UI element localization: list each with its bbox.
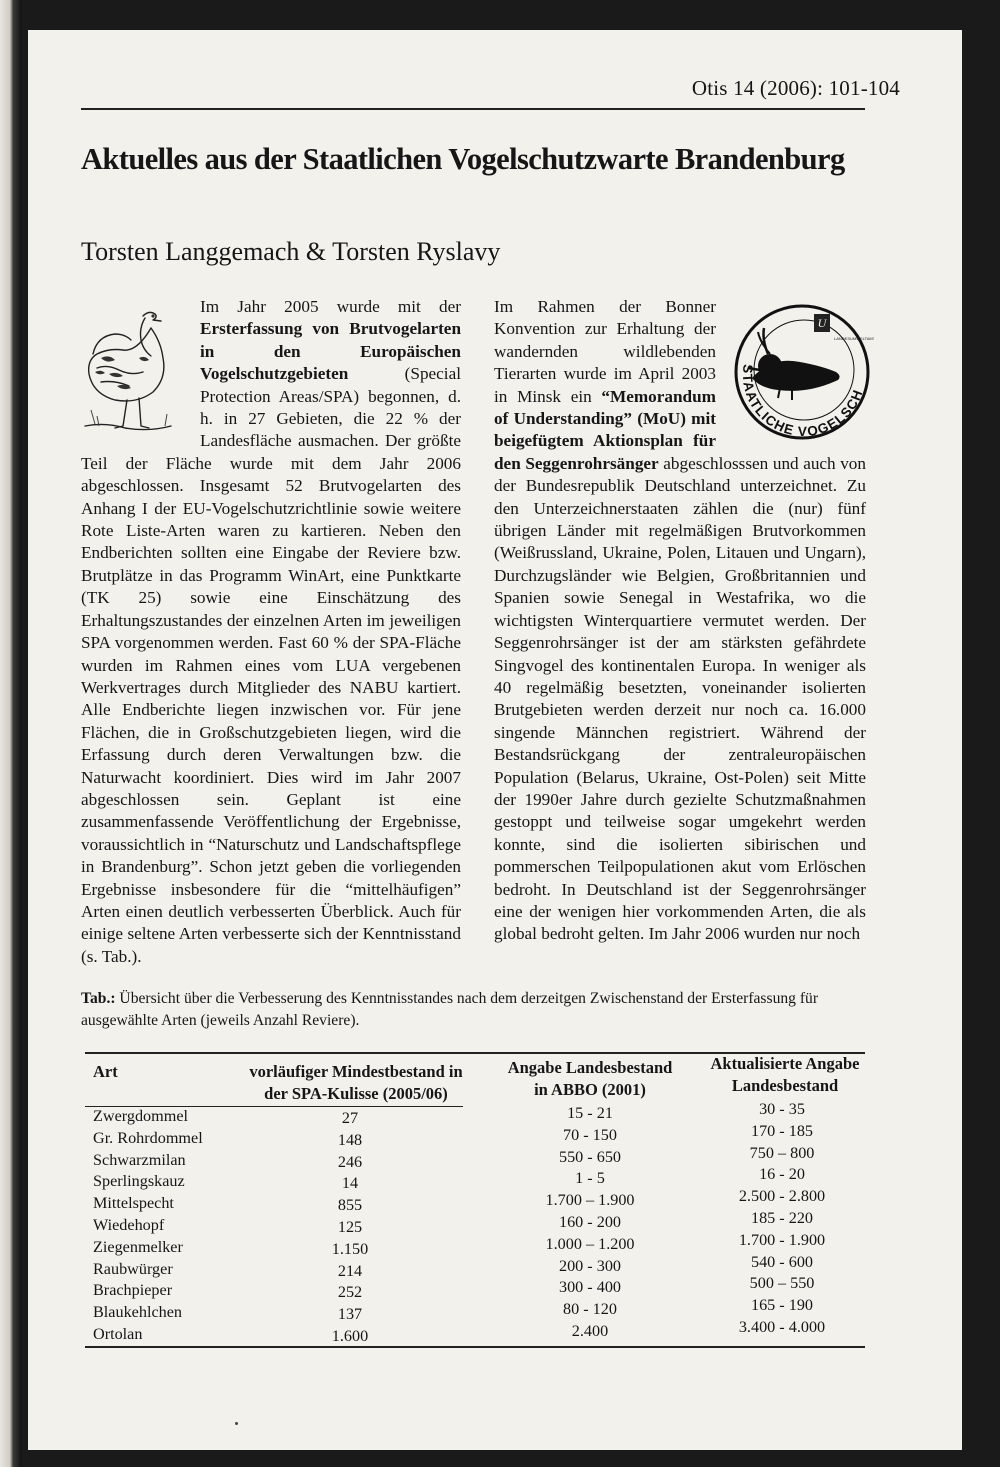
table-cell-abbo: 300 - 400 <box>558 1278 622 1297</box>
table-cell-abbo: 550 - 650 <box>558 1147 622 1166</box>
col-header-art: Art <box>93 1062 118 1081</box>
table-cell-akt: 750 – 800 <box>749 1143 815 1162</box>
table-cell-min: 855 <box>337 1196 363 1215</box>
table-cell-art: Blaukehlchen <box>93 1303 182 1322</box>
table-cell-abbo: 1.000 – 1.200 <box>545 1234 635 1253</box>
col-header-abbo-line1: Angabe Landesbestand <box>507 1058 673 1077</box>
table-cell-akt: 3.400 - 4.000 <box>738 1318 826 1336</box>
table-cell-min: 1.600 <box>331 1327 369 1345</box>
page-speck <box>235 1422 238 1425</box>
col-header-akt-line1: Aktualisierte Angabe <box>710 1054 860 1073</box>
table-cell-art: Mittelspecht <box>93 1194 174 1213</box>
great-bustard-illustration <box>81 298 186 434</box>
table-cell-akt: 500 – 550 <box>749 1274 815 1293</box>
left-column <box>81 296 461 968</box>
table-cell-art: Gr. Rohrdommel <box>93 1128 203 1147</box>
table-cell-art: Raubwürger <box>93 1259 173 1278</box>
vogelschutzwarte-logo <box>722 294 874 452</box>
table-cell-min: 27 <box>341 1109 359 1127</box>
running-head: Otis 14 (2006): 101-104 <box>691 76 900 100</box>
table-cell-min: 252 <box>337 1283 363 1302</box>
logo-ring-text: STAATLICHE VOGELSCH <box>739 363 866 440</box>
table-cell-abbo: 80 - 120 <box>563 1300 617 1319</box>
svg-text:U: U <box>817 316 827 330</box>
col-header-akt-line2: Landesbestand <box>731 1076 839 1095</box>
right-text-intro: Im Rahmen der Bonner Konvention zur Erhaltung der wandernden wildlebenden Tierarten wurde im April 2003 in Minsk ein <box>494 297 716 406</box>
table-cell-abbo: 1 - 5 <box>575 1169 605 1188</box>
table-cell-akt: 170 - 185 <box>750 1121 814 1140</box>
table-cell-abbo: 70 - 150 <box>563 1125 617 1144</box>
right-text-body: abgeschlosssen und auch von der Bundesrepublik Deutschland unterzeichnet. Zu den Unterzeichnerstaaten zählen die (nur) fünf übrigen Länder mit regelmäßigen Brutvorkommen (Weißrussland, Ukraine, Polen, Litauen und Ungarn), Durchzugsländer wie Belgien, Großbritannien und Spanien sowie Senegal in Westafrika, wo die wichtigsten Winterquartiere vermutet werden. Der Seggenrohrsänger ist der am stärksten gefährdete Singvogel des kontinentalen Europa. In weniger als 40 regelmäßig besetzten, voneinander isolierten Brutgebieten werden derzeit nur noch ca. 16.000 singende Männchen registriert. Während der Bestandsrückgang der zentraleuropäischen Population (Belarus, Ukraine, Ost-Polen) seit Mitte der 1990er Jahre durch gezielte Schutzmaßnahmen gestoppt und teilweise sogar umgekehrt werden konnte, sind die isolierten sibirischen und pommerschen Teilpopulationen akut vom Erlöschen bedroht. In Deutschland ist der Seggenrohrsänger eine der wenigen hier vorkommenden Arten, die als global bedroht gelten. Im Jahr 2006 wurden nur noch <box>494 453 866 944</box>
table-cell-abbo: 1.700 – 1.900 <box>545 1191 635 1210</box>
table-cell-akt: 540 - 600 <box>750 1252 814 1271</box>
right-column <box>494 296 874 946</box>
table-cell-art: Ziegenmelker <box>93 1237 183 1256</box>
table-cell-akt: 2.500 - 2.800 <box>738 1187 826 1206</box>
col-header-min-line2: der SPA-Kulisse (2005/06) <box>264 1084 448 1103</box>
article-authors: Torsten Langgemach & Torsten Ryslavy <box>81 237 501 266</box>
logo-badge-text: LANDESUMWELTAMT <box>834 336 874 341</box>
table-cell-min: 214 <box>337 1261 363 1280</box>
left-text-body: (Special Protection Areas/SPA) begonnen, d. h. in 27 Gebieten, die 22 % der Landesfläche ausmachen. Der größte Teil der Fläche wurde mit dem Jahr 2006 abgeschlossen. Insgesamt 52 Brutvogelarten des Anhang I der EU-Vogelschutzrichtlinie sowie weitere Rote Liste-Arten waren zu kartieren. Neben den Endberichten sollten eine Eingabe der Reviere bzw. Brutplätze in das Programm WinArt, eine Punktkarte (TK 25) sowie eine Einschätzung des Erhaltungszustandes der einzelnen Arten im jeweiligen SPA vorgenommen werden. Fast 60 % der SPA-Fläche wurden im Rahmen eines vom LUA vergebenen Werkvertrages durch Mitglieder des NABU kartiert. Alle Endberichte liegen inzwischen vor. Für jene Flächen, die in Großschutzgebieten liegen, wird die Erfassung durch deren Verwaltungen bzw. die Naturwacht koordiniert. Dies wird im Jahr 2007 abgeschlossen sein. Geplant ist eine zusammenfassende Veröffentlichung der Ergebnisse, voraussichtlich in “Naturschutz und Landschaftspflege in Brandenburg”. Schon jetzt geben die vorliegenden Ergebnisse insbesondere für die “mittelhäufigen” Arten einen deutlich verbesserten Überblick. Auch für einige seltene Arten verbesserte sich der Kenntnisstand (s. Tab.). <box>81 364 461 966</box>
caption-text: Übersicht über die Verbesserung des Kenntnisstandes nach dem derzeitgen Zwischenstand der Ersterfassung für ausgewählte Arten (jeweils Anzahl Reviere). <box>81 990 819 1029</box>
book-spine <box>0 0 22 1467</box>
table-cell-akt: 1.700 - 1.900 <box>738 1230 826 1249</box>
col-header-min-line1: vorläufiger Mindestbestand in <box>249 1062 463 1081</box>
table-cell-abbo: 15 - 21 <box>567 1104 613 1122</box>
table-cell-akt: 16 - 20 <box>759 1165 805 1184</box>
table-cell-min: 125 <box>337 1218 363 1236</box>
table-cell-min: 14 <box>341 1174 359 1193</box>
right-text-bold: “Memorandum of Understanding” (MoU) mit beigefügtem Aktionsplan für den Seggenrohrsänger <box>494 386 716 473</box>
table-cell-abbo: 200 - 300 <box>558 1256 622 1275</box>
table-cell-min: 137 <box>337 1305 363 1324</box>
table-cell-art: Schwarzmilan <box>93 1150 186 1169</box>
left-text-intro: Im Jahr 2005 wurde mit der <box>200 297 461 316</box>
table-cell-akt: 30 - 35 <box>759 1100 805 1118</box>
header-rule <box>81 108 865 110</box>
article-title: Aktuelles aus der Staatlichen Vogelschutzwarte Brandenburg <box>81 142 845 176</box>
table-cell-min: 148 <box>337 1130 363 1149</box>
table-cell-akt: 165 - 190 <box>750 1296 814 1315</box>
table-cell-abbo: 160 - 200 <box>558 1213 622 1231</box>
col-header-abbo-line2: in ABBO (2001) <box>534 1080 646 1099</box>
table-cell-art: Wiedehopf <box>93 1216 165 1234</box>
table-bottom-rule <box>85 1346 865 1348</box>
table-cell-art: Ortolan <box>93 1325 143 1343</box>
table-cell-art: Sperlingskauz <box>93 1172 185 1191</box>
table-cell-art: Zwergdommel <box>93 1107 189 1125</box>
table-cell-akt: 185 - 220 <box>750 1209 814 1227</box>
table-cell-min: 1.150 <box>331 1239 369 1258</box>
table-caption <box>81 988 866 1032</box>
caption-label: Tab.: <box>81 990 116 1007</box>
table-cell-abbo: 2.400 <box>571 1322 609 1340</box>
table-cell-art: Brachpieper <box>93 1281 173 1300</box>
table-cell-min: 246 <box>337 1152 363 1171</box>
left-text-bold: Ersterfassung von Brutvogelarten in den Europäischen Vogelschutzgebieten <box>200 319 461 384</box>
